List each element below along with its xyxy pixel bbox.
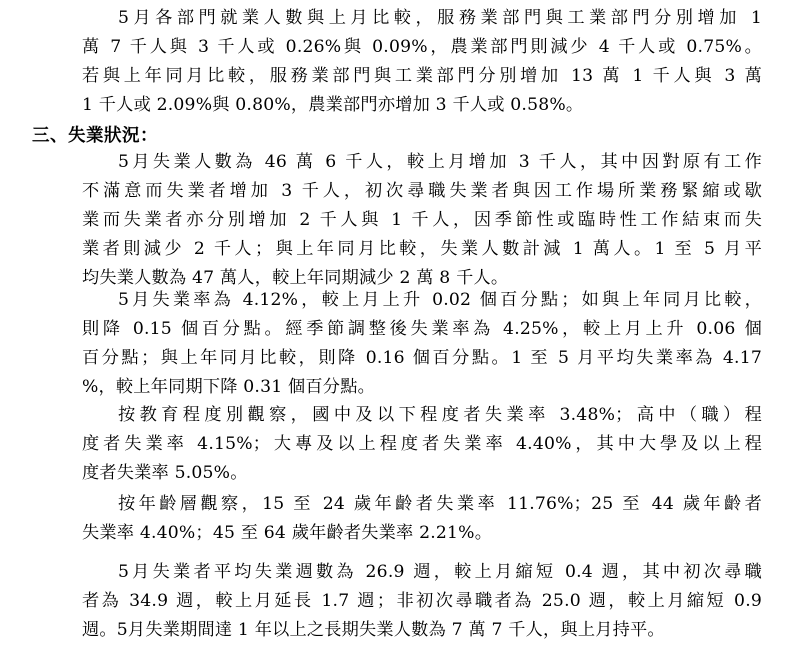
text-line: 度者失業率 5.05%。: [82, 463, 248, 483]
paragraph-by-education: [82, 401, 762, 488]
paragraph-employment-by-sector: [82, 4, 762, 120]
text-line: 5月失業率為 4.12%，較上月上升 0.02 個百分點；如與上年同月比較，: [118, 290, 762, 310]
text-line: 1 千人或 2.09%與 0.80%，農業部門亦增加 3 千人或 0.58%。: [82, 95, 584, 115]
text-line: 按年齡層觀察，15 至 24 歲年齡者失業率 11.76%；25 至 44 歲年齡者: [118, 494, 762, 514]
paragraph-by-age: [82, 490, 762, 548]
text-line: 者為 34.9 週，較上月延長 1.7 週；非初次尋職者為 25.0 週，較上月縮短 0.9: [82, 591, 762, 611]
text-line: 不滿意而失業者增加 3 千人，初次尋職失業者與因工作場所業務緊縮或歇: [82, 181, 762, 201]
text-line: 失業率 4.40%；45 至 64 歲年齡者失業率 2.21%。: [82, 523, 493, 543]
text-line: 5月失業者平均失業週數為 26.9 週，較上月縮短 0.4 週，其中初次尋職: [118, 562, 762, 582]
text-line: 均失業人數為 47 萬人，較上年同期減少 2 萬 8 千人。: [82, 268, 509, 288]
text-line: 則降 0.15 個百分點。經季節調整後失業率為 4.25%，較上月上升 0.06 個: [82, 319, 762, 339]
text-line: 業而失業者亦分別增加 2 千人與 1 千人，因季節性或臨時性工作結束而失: [82, 210, 762, 230]
text-line: %，較上年同期下降 0.31 個百分點。: [82, 377, 375, 397]
text-line: 度者失業率 4.15%；大專及以上程度者失業率 4.40%，其中大學及以上程: [82, 434, 762, 454]
paragraph-unemployment-duration: [82, 558, 762, 645]
text-line: 5月各部門就業人數與上月比較，服務業部門與工業部門分別增加 1: [118, 8, 762, 28]
section-heading: 三、失業狀況：: [32, 126, 158, 146]
paragraph-unemployment-rate: [82, 286, 762, 402]
text-line: 按教育程度別觀察，國中及以下程度者失業率 3.48%；高中（職）程: [118, 405, 762, 425]
text-line: 週。5月失業期間達 1 年以上之長期失業人數為 7 萬 7 千人，與上月持平。: [82, 620, 665, 640]
text-line: 百分點；與上年同月比較，則降 0.16 個百分點。1 至 5 月平均失業率為 4.17: [82, 348, 762, 368]
paragraph-unemployed-count: [82, 148, 762, 293]
text-line: 萬 7 千人與 3 千人或 0.26%與 0.09%，農業部門則減少 4 千人或 0.75%。: [82, 37, 762, 57]
text-line: 業者則減少 2 千人；與上年同月比較，失業人數計減 1 萬人。1 至 5 月平: [82, 239, 762, 259]
text-line: 若與上年同月比較，服務業部門與工業部門分別增加 13 萬 1 千人與 3 萬: [82, 66, 762, 86]
text-line: 5月失業人數為 46 萬 6 千人，較上月增加 3 千人，其中因對原有工作: [118, 152, 762, 172]
